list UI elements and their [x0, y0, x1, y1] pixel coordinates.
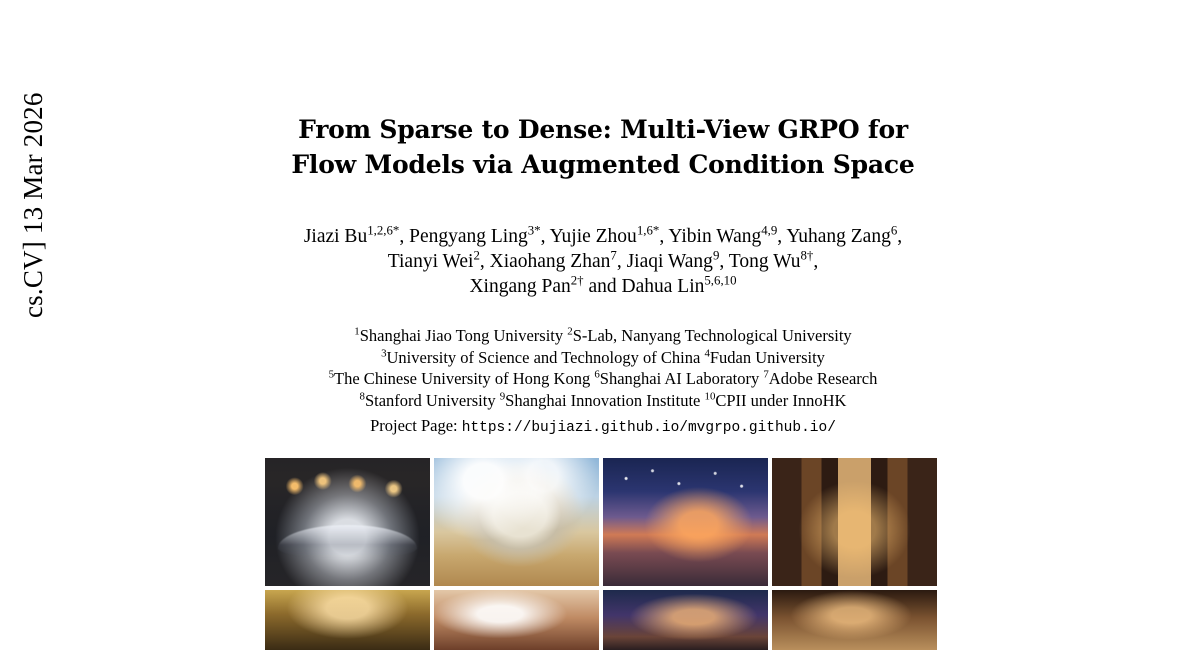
teaser-image-silver-supercar-night-street: [265, 458, 430, 586]
affiliation-line-4: $^8$Stanford University $^9$Shanghai Innovation Institute $^{10}$CPII under InnoHK: [359, 390, 847, 410]
affiliation-line-1: $^1$Shanghai Jiao Tong University $^2$S-Lab, Nanyang Technological University: [354, 325, 852, 345]
project-page-line: [248, 415, 958, 440]
page-title: [248, 112, 958, 182]
teaser-figure: [265, 458, 941, 654]
title-line-1: From Sparse to Dense: Multi-View GRPO for: [298, 115, 908, 144]
affiliation-line-3: $^5$The Chinese University of Hong Kong $^6$Shanghai AI Laboratory $^7$Adobe Research: [328, 368, 878, 388]
affiliation-list: [248, 325, 958, 411]
arxiv-stamp: cs.CV] 13 Mar 2026: [18, 92, 48, 318]
project-page-url[interactable]: https://bujiazi.github.io/mvgrpo.github.io/: [461, 420, 836, 436]
author-line-2: Tianyi Wei$^2$, Xiaohang Zhan$^7$, Jiaqi Wang$^9$, Tong $Wu^{8\dagger}$,: [387, 248, 819, 272]
author-line-1: Jiazi $Bu^{1,2,6*}$, Pengyang Ling$^{3*}$, Yujie Zhou$^{1,6*}$, Yibin Wang$^{4,9}$, Yuhang Zang$^6$,: [303, 223, 903, 247]
teaser-image-warm-portrait-scene: [434, 590, 599, 650]
affiliation-line-2: $^3$University of Science and Technology of China $^4$Fudan University: [381, 347, 825, 367]
teaser-image-candlelit-interior-scene: [772, 590, 937, 650]
teaser-image-golden-ornament-closeup: [265, 590, 430, 650]
project-page-label: Project Page:: [370, 416, 458, 435]
teaser-image-dusk-landscape-scene: [603, 590, 768, 650]
teaser-image-rusty-submarine-desert: [434, 458, 599, 586]
author-line-3: Xingang Pan$^{2\dagger}$ and Dahua Lin$^{5,6,10}$: [469, 273, 737, 297]
teaser-row-1: [265, 458, 941, 586]
teaser-row-2: [265, 590, 941, 650]
teaser-image-ornate-palace-interior: [772, 458, 937, 586]
author-list: [248, 224, 958, 299]
teaser-image-starry-night-temple-ruins: [603, 458, 768, 586]
paper-header: [248, 0, 958, 440]
title-line-2: Flow Models via Augmented Condition Space: [291, 150, 915, 179]
